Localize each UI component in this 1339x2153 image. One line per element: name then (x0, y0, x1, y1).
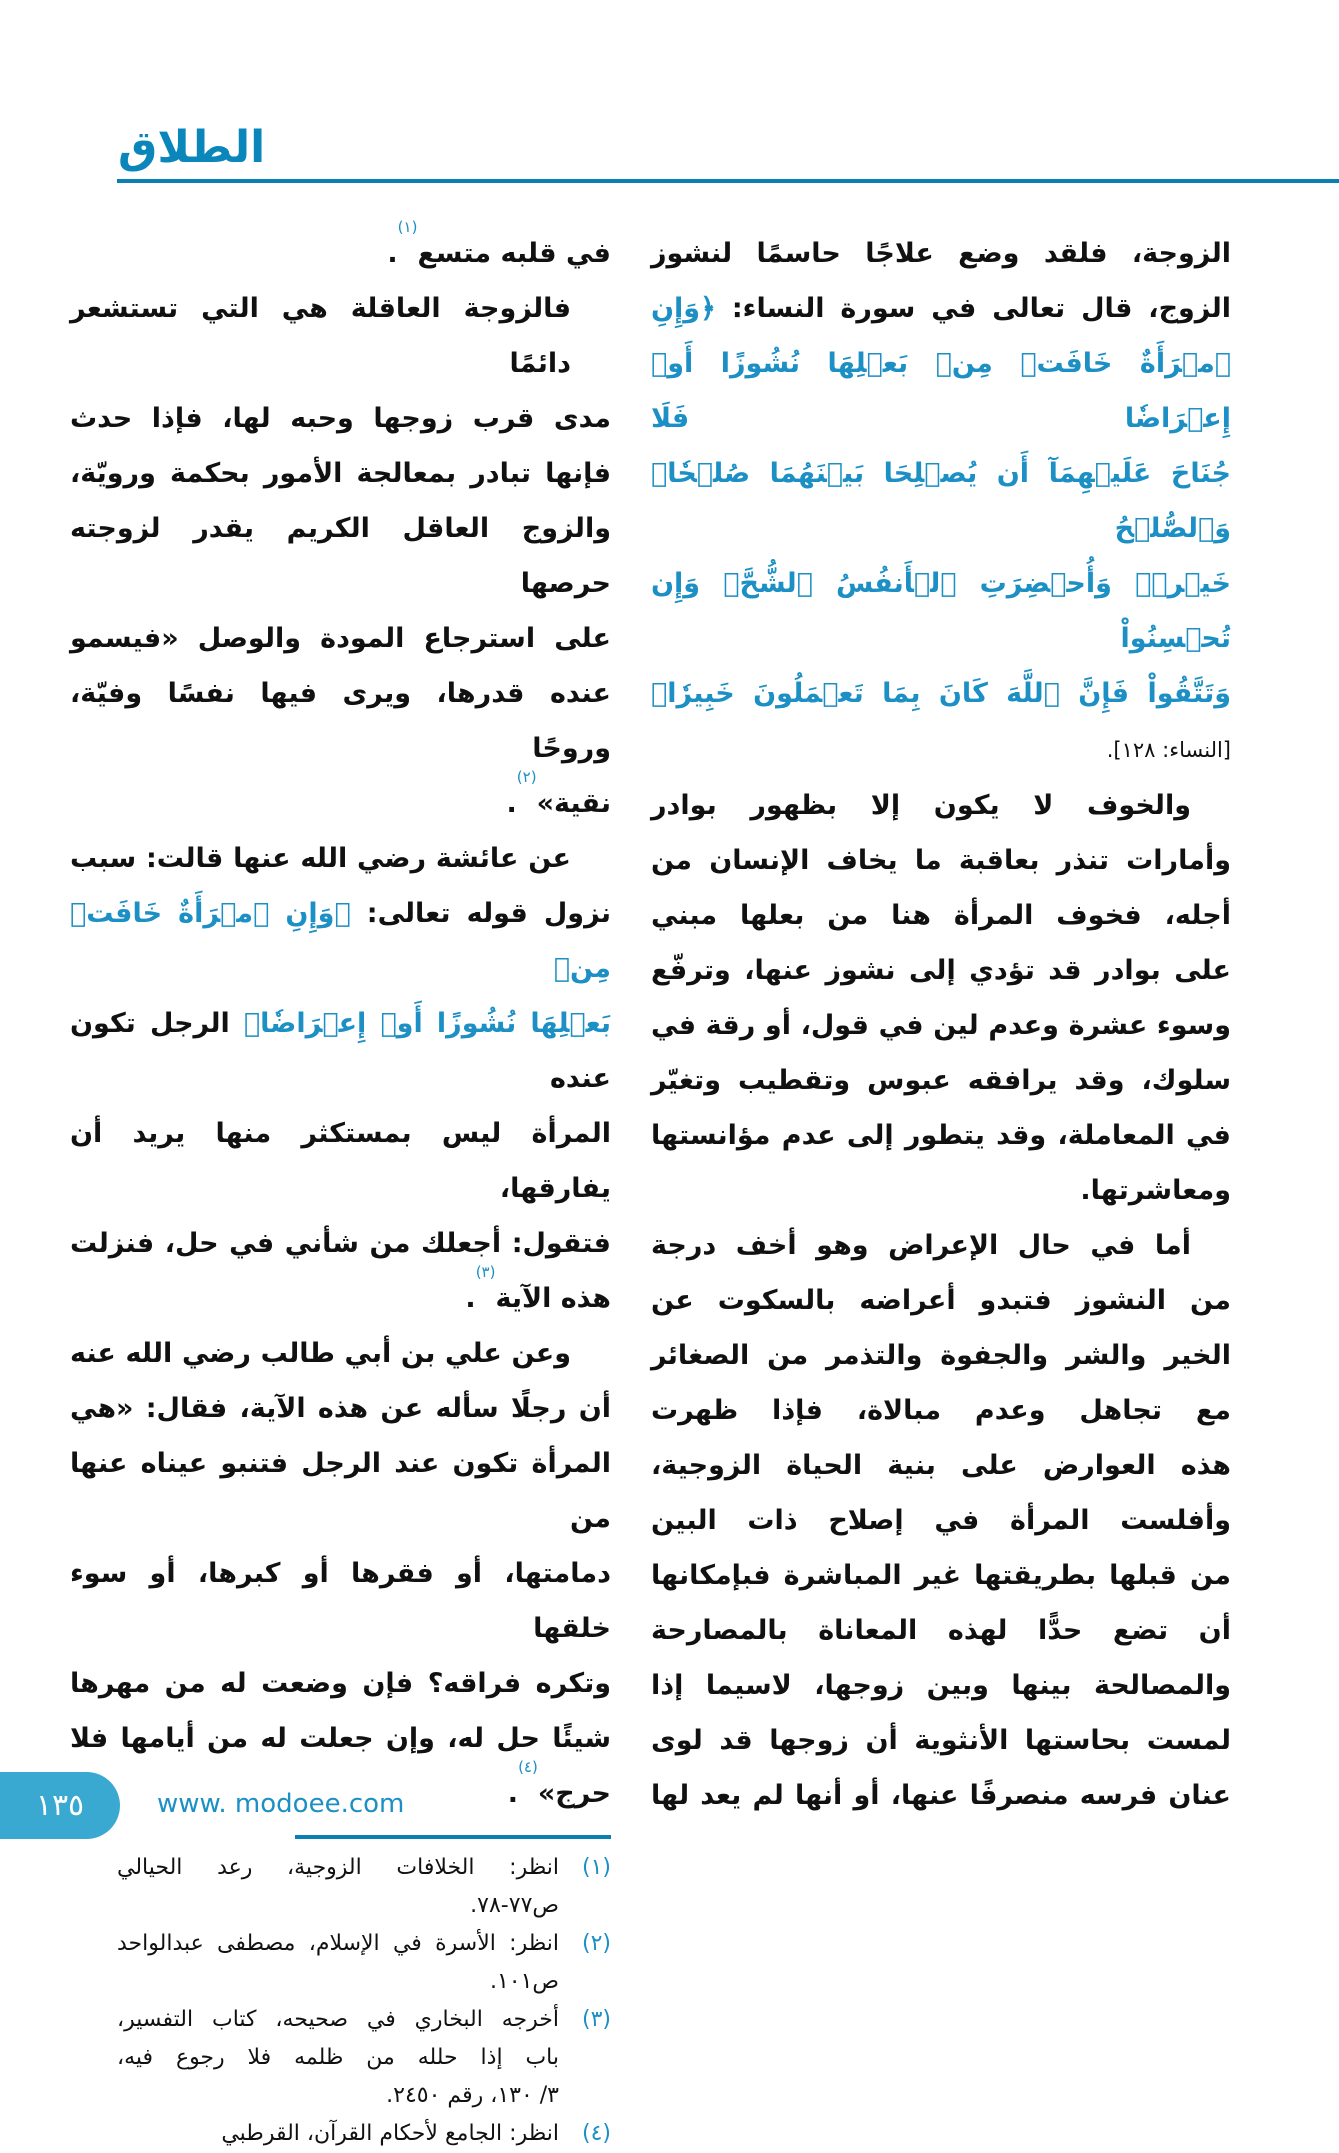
footnote-line: أخرجه البخاري في صحيحه، كتاب التفسير، (117, 2007, 559, 2032)
verse-citation: [النساء: ١٢٨]. (1106, 738, 1231, 762)
body-text: فإنها تبادر بمعالجة الأمور بحكمة ورويّة، (70, 458, 611, 489)
footnote-ref: (١) (397, 218, 418, 236)
body-text: هذه الآية (495, 1283, 611, 1314)
footnote-line: انظر: الخلافات الزوجية، رعد الحيالي (117, 1855, 559, 1880)
body-text: نقية» (536, 788, 611, 819)
text-line (70, 281, 611, 391)
text-line (651, 1273, 1231, 1328)
body-text: وتكره فراقه؟ فإن وضعت له من مهرها (70, 1668, 611, 1699)
footnote-number: (٢) (581, 1931, 611, 1956)
body-text: وأفلست المرأة في إصلاح ذات البين (651, 1505, 1231, 1536)
right-text-column (651, 226, 1231, 1823)
text-line (651, 1658, 1231, 1713)
footnote-number: (٤) (581, 2121, 611, 2146)
body-text: . (507, 1778, 519, 1809)
footnote-line: باب إذا حلله من ظلمه فلا رجوع فيه، (117, 2045, 559, 2070)
footnotes (117, 1849, 611, 2153)
footnote-line: انظر: الأسرة في الإسلام، مصطفى عبدالواحد (117, 1931, 559, 1956)
text-line (651, 1603, 1231, 1658)
text-line (70, 1381, 611, 1436)
text-line (651, 1163, 1231, 1218)
footnote-number: (٣) (581, 2007, 611, 2032)
footnote-line: ٣/ ١٣٠، رقم ٢٤٥٠. (386, 2083, 559, 2108)
text-line (70, 666, 611, 776)
body-text: مدى قرب زوجها وحبه لها، فإذا حدث (70, 403, 611, 434)
text-line (651, 1493, 1231, 1548)
text-line (651, 1108, 1231, 1163)
footnote-divider (295, 1835, 611, 1839)
text-line (70, 1436, 611, 1546)
quran-verse: خَيۡرٞۗ وَأُحۡضِرَتِ ٱلۡأَنفُسُ ٱلشُّحَّۚ وَإِن تُحۡسِنُواْ (651, 568, 1231, 654)
footnote (117, 1849, 611, 1925)
body-text: المرأة تكون عند الرجل فتنبو عيناه عنها من (70, 1448, 611, 1534)
body-text: دمامتها، أو فقرها أو كبرها، أو سوء خلقها (70, 1558, 611, 1644)
body-text: في قلبه متسع (417, 238, 611, 269)
body-text: أما في حال الإعراض وهو أخف درجة (651, 1230, 1191, 1261)
body-text: الزوج، قال تعالى في سورة النساء: (715, 293, 1231, 324)
text-line (651, 998, 1231, 1053)
body-text: وأمارات تنذر بعاقبة ما يخاف الإنسان من (651, 845, 1231, 876)
body-text: على استرجاع المودة والوصل «فيسمو (70, 623, 611, 654)
body-text: والخوف لا يكون إلا بظهور بوادر (651, 790, 1191, 821)
body-text: . (465, 1283, 476, 1314)
body-text: في المعاملة، وقد يتطور إلى عدم مؤانستها (651, 1120, 1231, 1151)
body-text: وعن علي بن أبي طالب رضي الله عنه (70, 1338, 571, 1369)
body-text: ومعاشرتها. (1080, 1175, 1231, 1206)
text-line (651, 1768, 1231, 1823)
body-text: فتقول: أجعلك من شأني في حل، فنزلت (70, 1228, 611, 1259)
website-link[interactable]: www. modoee.com (157, 1789, 405, 1819)
text-line (70, 611, 611, 666)
body-text: لمست بحاستها الأنثوية أن زوجها قد لوى (651, 1725, 1231, 1756)
body-text: أجله، فخوف المرأة هنا من بعلها مبني (651, 900, 1231, 931)
text-line (70, 1216, 611, 1271)
text-line (651, 1383, 1231, 1438)
body-text: فالزوجة العاقلة هي التي تستشعر دائمًا (70, 293, 571, 379)
body-text: الزوجة، فلقد وضع علاجًا حاسمًا لنشوز (651, 238, 1231, 269)
text-line (70, 1263, 611, 1326)
text-line (70, 1326, 611, 1381)
body-text: أن رجلًا سأله عن هذه الآية، فقال: «هي (70, 1393, 611, 1424)
body-text: المرأة ليس بمستكثر منها يريد أن يفارقها، (70, 1118, 611, 1204)
body-text: شيئًا حل له، وإن جعلت له من أيامها فلا (70, 1723, 611, 1754)
text-line (70, 218, 611, 281)
text-line (651, 1438, 1231, 1493)
text-line (70, 391, 611, 446)
text-line (70, 768, 611, 831)
text-line (651, 281, 1231, 336)
text-line (70, 446, 611, 501)
footnote-number: (١) (581, 1855, 611, 1880)
footnote (117, 1925, 611, 2001)
body-text: والمصالحة بينها وبين زوجها، لاسيما إذا (651, 1670, 1231, 1701)
text-line (70, 1656, 611, 1711)
footnote (117, 2115, 611, 2153)
text-line (651, 666, 1231, 721)
body-text: . (387, 238, 398, 269)
body-text: . (506, 788, 517, 819)
body-text: سلوك، وقد يرافقه عبوس وتقطيب وتغيّر (651, 1065, 1231, 1096)
body-text: الرجل تكون عنده (70, 1008, 611, 1094)
text-line (70, 1546, 611, 1656)
text-line (651, 1328, 1231, 1383)
text-line (651, 888, 1231, 943)
quran-verse: بَعۡلِهَا نُشُوزًا أَوۡ إِعۡرَاضٗا﴾ (243, 1008, 611, 1039)
text-line (651, 1713, 1231, 1768)
text-line (70, 501, 611, 611)
footnote (117, 2001, 611, 2115)
body-text: أن تضع حدًّا لهذه المعاناة بالمصارحة (651, 1615, 1231, 1646)
body-text: مع تجاهل وعدم مبالاة، فإذا ظهرت (651, 1395, 1231, 1426)
page-number: ١٣٥ (35, 1788, 85, 1823)
quran-verse: جُنَاحَ عَلَيۡهِمَآ أَن يُصۡلِحَا بَيۡنَهُمَا صُلۡحٗاۚ وَٱلصُّلۡحُ (651, 458, 1231, 544)
text-line (651, 1218, 1231, 1273)
footnote-line: انظر: الجامع لأحكام القرآن، القرطبي (221, 2121, 559, 2146)
footnote-ref: (٤) (518, 1758, 538, 1776)
text-line (651, 226, 1231, 281)
text-line (70, 996, 611, 1106)
text-line (70, 886, 611, 996)
text-line (651, 446, 1231, 556)
body-text: والزوج العاقل الكريم يقدر لزوجته حرصها (70, 513, 611, 599)
text-line (70, 831, 611, 886)
quran-verse: ﴿وَإِنِ (651, 293, 716, 324)
quran-verse: وَتَتَّقُواْ فَإِنَّ ٱللَّهَ كَانَ بِمَا تَعۡمَلُونَ خَبِيرٗا﴾ (651, 678, 1231, 709)
text-line (651, 833, 1231, 888)
left-column-area (70, 218, 612, 2153)
footnote-ref: (٣) (475, 1263, 496, 1281)
footnote-line: ص٧٧-٧٨. (470, 1893, 559, 1918)
text-line (651, 943, 1231, 998)
body-text: عن عائشة رضي الله عنها قالت: سبب (70, 843, 571, 874)
body-text: نزول قوله تعالى: (350, 898, 612, 929)
footnote-line: ص١٠١. (489, 1969, 559, 1994)
quran-verse: ﴿وَإِنِ ٱمۡرَأَةٌ خَافَتۡ مِنۢ (70, 898, 611, 984)
text-line (651, 556, 1231, 666)
body-text: عنان فرسه منصرفًا عنها، أو أنها لم يعد لها (651, 1780, 1231, 1811)
text-line (70, 1106, 611, 1216)
body-text: الخير والشر والجفوة والتذمر من الصغائر (651, 1340, 1231, 1371)
left-text-column (70, 218, 612, 1821)
text-line (651, 721, 1231, 778)
body-text: وسوء عشرة وعدم لين في قول، أو رقة في (651, 1010, 1231, 1041)
text-line (651, 1053, 1231, 1108)
text-line (651, 778, 1231, 833)
body-text: عنده قدرها، ويرى فيها نفسًا وفيّة، وروحًا (70, 678, 611, 764)
quran-verse: ٱمۡرَأَةٌ خَافَتۡ مِنۢ بَعۡلِهَا نُشُوزًا أَوۡ إِعۡرَاضٗا فَلَا (651, 348, 1231, 434)
text-line (651, 1548, 1231, 1603)
header-divider (117, 179, 1339, 183)
chapter-title: الطلاق (118, 122, 266, 173)
body-text: هذه العوارض على بنية الحياة الزوجية، (651, 1450, 1231, 1481)
page-number-badge (0, 1772, 120, 1839)
body-text: على بوادر قد تؤدي إلى نشوز عنها، وترفّع (651, 955, 1231, 986)
body-text: من النشوز فتبدو أعراضه بالسكوت عن (651, 1285, 1231, 1316)
text-line (651, 336, 1231, 446)
body-text: من قبلها بطريقتها غير المباشرة فبإمكانها (651, 1560, 1231, 1591)
footnote-ref: (٢) (516, 768, 537, 786)
body-text: حرج» (537, 1778, 611, 1809)
